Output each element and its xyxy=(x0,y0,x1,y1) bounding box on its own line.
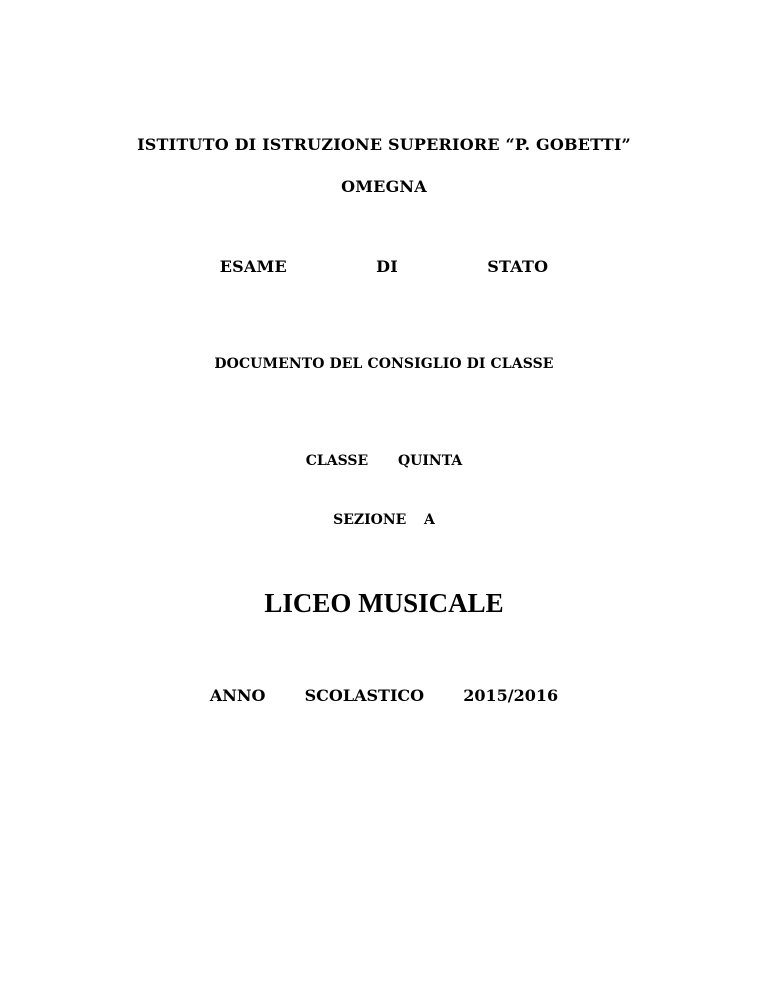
academic-year: ANNO SCOLASTICO 2015/2016 xyxy=(209,686,559,705)
exam-title: ESAME DI STATO xyxy=(219,257,549,276)
city-name: OMEGNA xyxy=(341,177,427,196)
school-type-heading: LICEO MUSICALE xyxy=(264,588,504,618)
section-label: SEZIONE A xyxy=(333,512,435,528)
document-title: DOCUMENTO DEL CONSIGLIO DI CLASSE xyxy=(214,356,554,372)
institute-name: ISTITUTO DI ISTRUZIONE SUPERIORE “P. GOBETTI” xyxy=(137,135,631,154)
class-label: CLASSE QUINTA xyxy=(305,453,463,469)
